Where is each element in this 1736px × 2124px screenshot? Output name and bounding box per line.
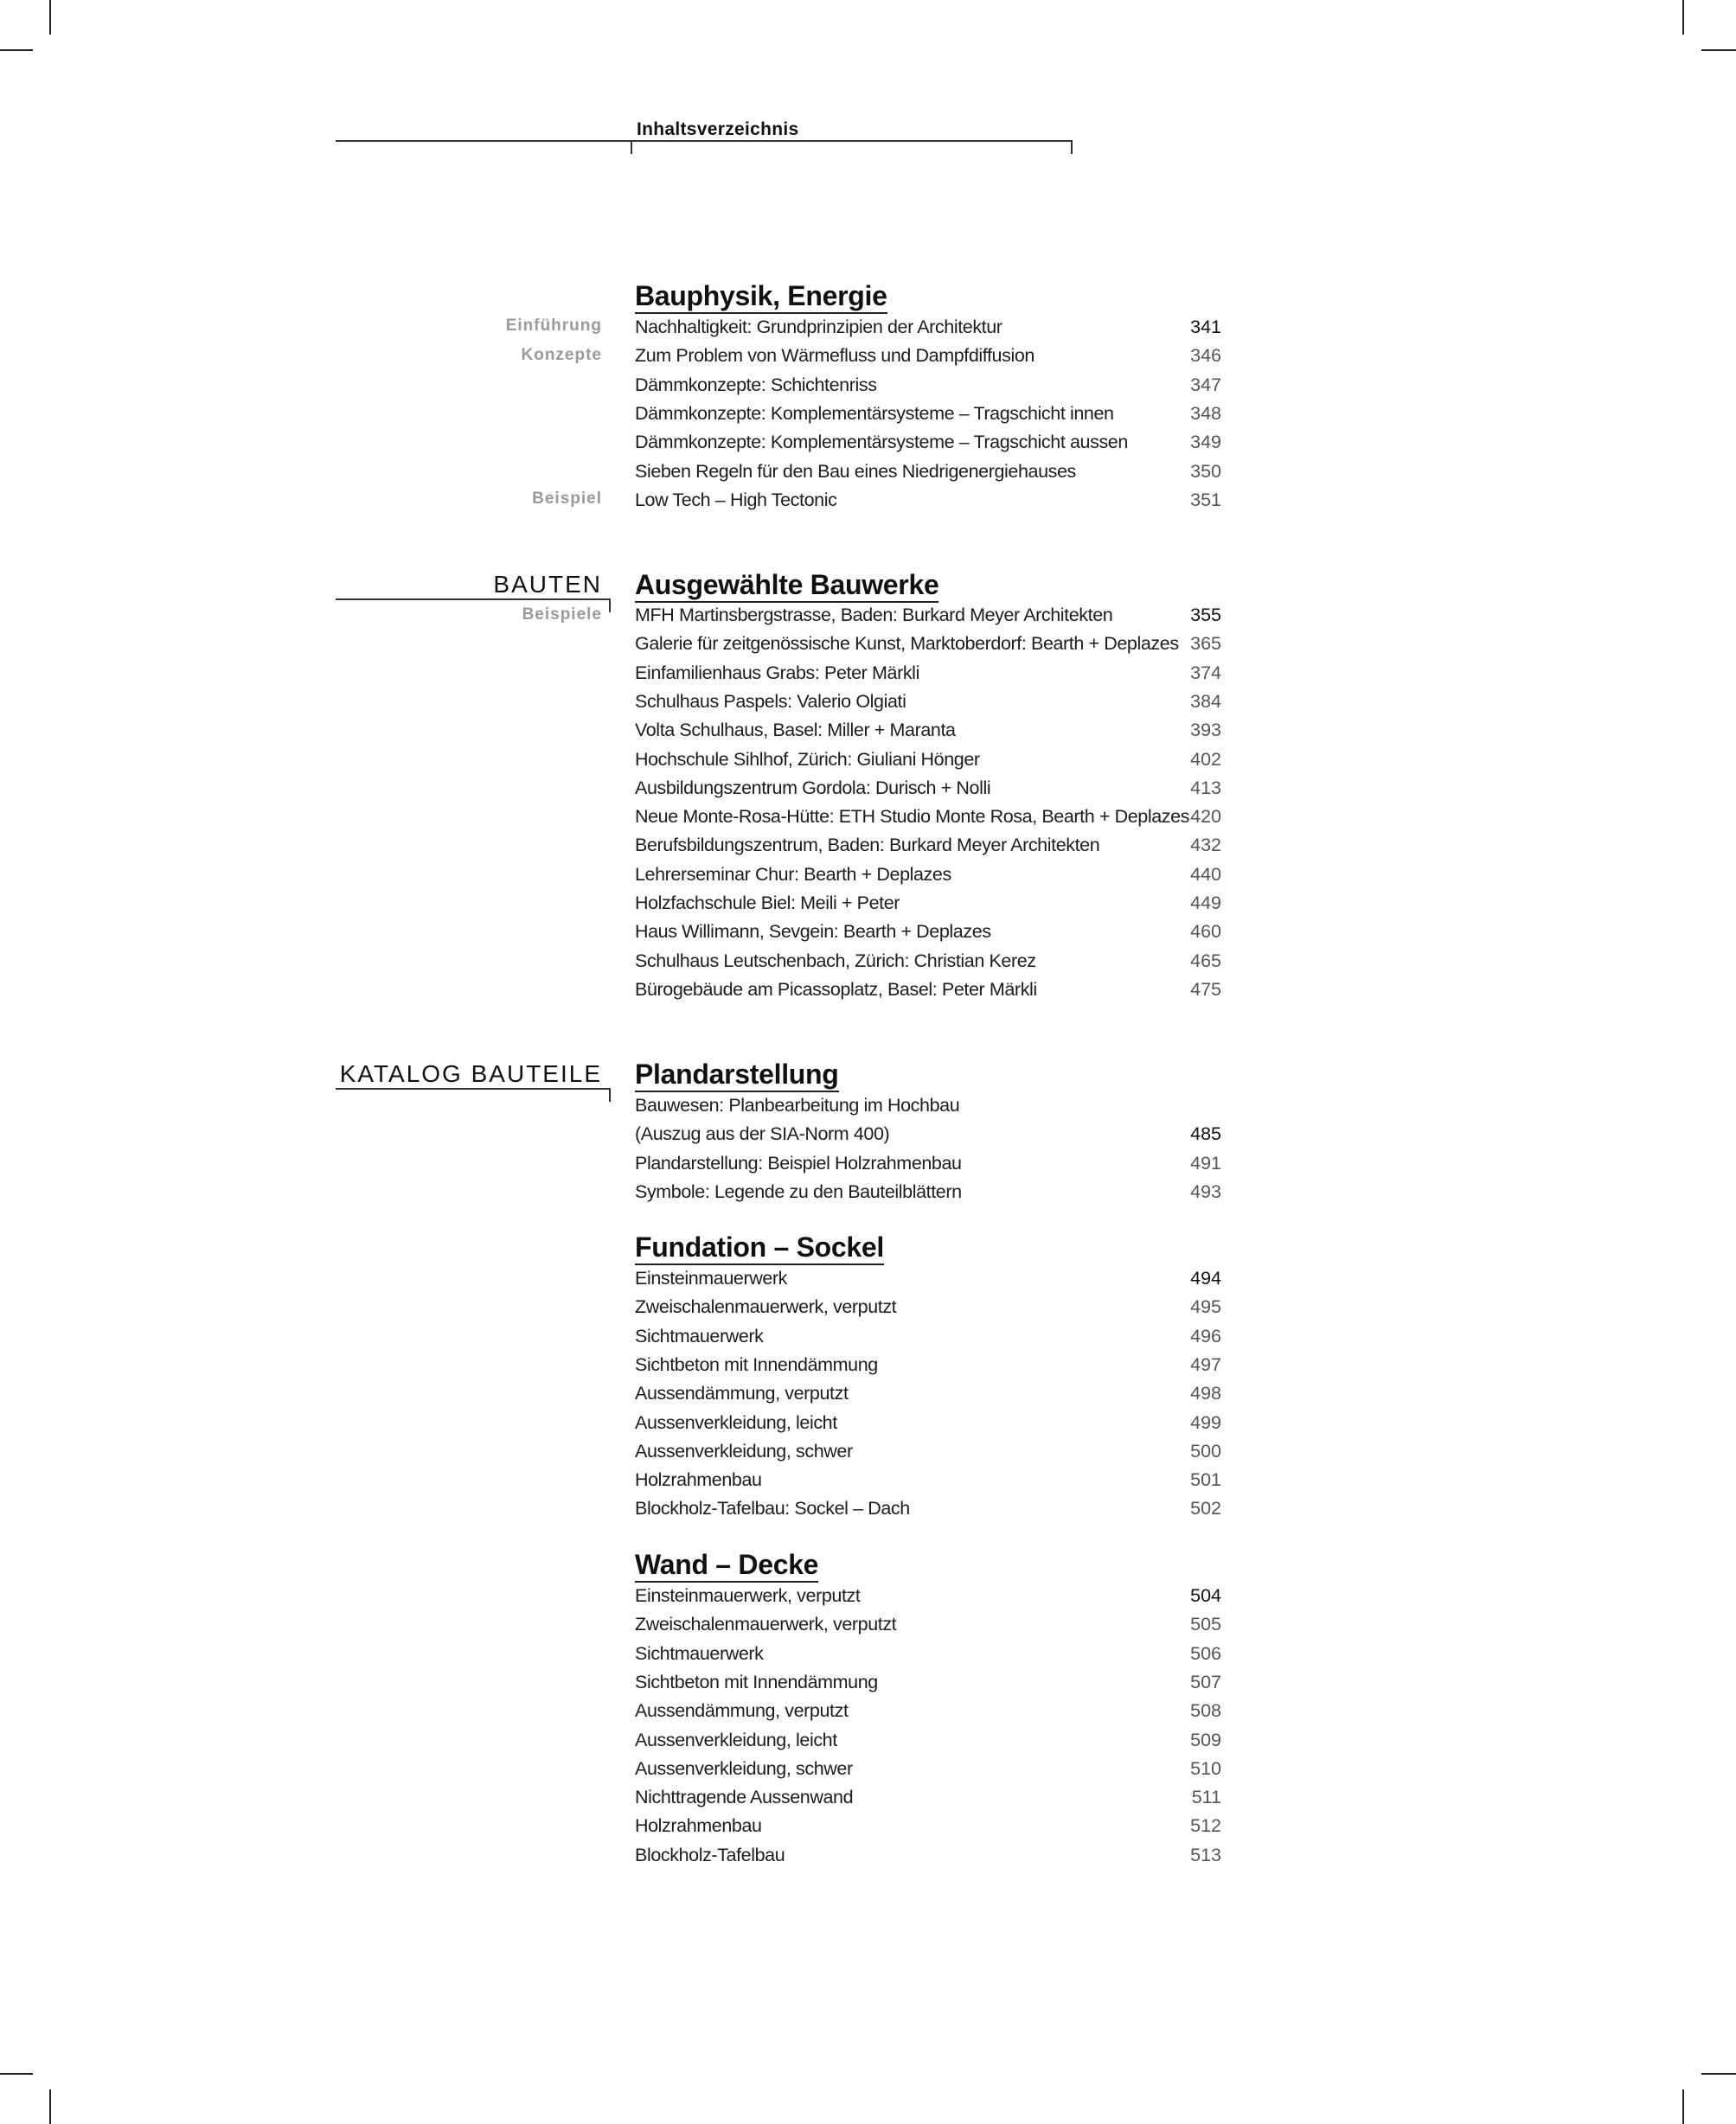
entry-title: Holzrahmenbau xyxy=(635,1469,762,1491)
entry-title: Volta Schulhaus, Basel: Miller + Maranta xyxy=(635,720,956,741)
entry-title: (Auszug aus der SIA-Norm 400) xyxy=(635,1123,890,1145)
crop-mark xyxy=(1701,2073,1736,2075)
entry-page-number: 346 xyxy=(1190,345,1221,367)
toc-entry[interactable] xyxy=(635,313,1221,342)
entry-page-number: 502 xyxy=(1190,1498,1221,1519)
entry-page-number: 501 xyxy=(1190,1469,1221,1491)
entry-page-number: 498 xyxy=(1190,1383,1221,1404)
toc-entry[interactable] xyxy=(635,1178,1221,1206)
entry-title: Einsteinmauerwerk, verputzt xyxy=(635,1585,861,1606)
entry-page-number: 495 xyxy=(1190,1296,1221,1318)
entry-page-number: 465 xyxy=(1190,950,1221,971)
crop-mark xyxy=(1682,0,1684,35)
crop-mark xyxy=(0,2073,33,2075)
entry-page-number: 491 xyxy=(1190,1152,1221,1174)
entry-page-number: 355 xyxy=(1190,605,1221,625)
entry-title: Dämmkonzepte: Schichtenriss xyxy=(635,374,877,395)
group-title: Plandarstellung xyxy=(635,1059,839,1092)
toc-entry[interactable] xyxy=(635,659,1221,688)
toc-entry[interactable] xyxy=(635,1466,1221,1494)
entry-page-number: 347 xyxy=(1190,374,1221,395)
entry-page-number: 393 xyxy=(1190,720,1221,741)
header-rule xyxy=(336,140,1073,142)
toc-entry[interactable] xyxy=(635,1494,1221,1523)
entry-title: Einfamilienhaus Grabs: Peter Märkli xyxy=(635,662,919,683)
toc-entry[interactable] xyxy=(635,1640,1221,1668)
group-title: Ausgewählte Bauwerke xyxy=(635,569,938,603)
toc-entry[interactable] xyxy=(635,774,1221,803)
entry-page-number: 500 xyxy=(1190,1440,1221,1462)
crop-mark xyxy=(49,0,51,35)
section-rule xyxy=(336,598,611,600)
toc-entry[interactable] xyxy=(635,371,1221,400)
toc-entry[interactable] xyxy=(635,1755,1221,1783)
side-label-beispiele: Beispiele xyxy=(522,605,602,624)
entry-title: Schulhaus Leutschenbach, Zürich: Christian Kerez xyxy=(635,950,1036,971)
entry-title: Nichttragende Aussenwand xyxy=(635,1787,854,1808)
group-title: Fundation – Sockel xyxy=(635,1232,884,1265)
toc-entry[interactable] xyxy=(635,1697,1221,1725)
entry-title: Sichtbeton mit Innendämmung xyxy=(635,1353,878,1375)
side-label-beispiel: Beispiel xyxy=(532,489,602,508)
toc-entry[interactable] xyxy=(635,831,1221,860)
entry-page-number: 485 xyxy=(1190,1123,1221,1145)
toc-entry[interactable] xyxy=(635,1409,1221,1437)
entry-title: Berufsbildungszentrum, Baden: Burkard Meyer Architekten xyxy=(635,835,1100,856)
entry-title: Low Tech – High Tectonic xyxy=(635,489,837,510)
entry-title: Neue Monte-Rosa-Hütte: ETH Studio Monte Rosa, Bearth + Deplazes xyxy=(635,806,1190,828)
toc-entry[interactable] xyxy=(635,1841,1221,1870)
running-head: Inhaltsverzeichnis xyxy=(637,119,799,139)
section-rule-tick xyxy=(609,1088,611,1102)
entry-title: Blockholz-Tafelbau xyxy=(635,1844,785,1865)
entry-page-number: 475 xyxy=(1190,978,1221,1000)
entry-page-number: 510 xyxy=(1190,1757,1221,1779)
entry-title: Haus Willimann, Sevgein: Bearth + Deplazes xyxy=(635,921,991,943)
toc-entry[interactable] xyxy=(635,630,1221,658)
toc-entry[interactable] xyxy=(635,486,1221,515)
header-rule-tick xyxy=(1071,140,1073,154)
toc-entry[interactable] xyxy=(635,457,1221,486)
entry-title: Nachhaltigkeit: Grundprinzipien der Architektur xyxy=(635,317,1003,337)
entry-title: Galerie für zeitgenössische Kunst, Marktoberdorf: Bearth + Deplazes xyxy=(635,633,1179,655)
entry-page-number: 513 xyxy=(1190,1844,1221,1865)
entry-page-number: 350 xyxy=(1190,460,1221,482)
toc-entry[interactable] xyxy=(635,976,1221,1004)
toc-entry[interactable] xyxy=(635,716,1221,745)
entry-page-number: 384 xyxy=(1190,690,1221,712)
entry-title: Blockholz-Tafelbau: Sockel – Dach xyxy=(635,1498,910,1519)
entry-title: Schulhaus Paspels: Valerio Olgiati xyxy=(635,690,906,712)
entry-page-number: 509 xyxy=(1190,1729,1221,1750)
entry-page-number: 432 xyxy=(1190,835,1221,856)
entry-page-number: 413 xyxy=(1190,777,1221,798)
crop-mark xyxy=(49,2089,51,2124)
entry-page-number: 511 xyxy=(1191,1787,1221,1808)
entry-title: Bürogebäude am Picassoplatz, Basel: Peter Märkli xyxy=(635,978,1037,1000)
entry-title: MFH Martinsbergstrasse, Baden: Burkard Meyer Architekten xyxy=(635,605,1113,625)
entry-title: Aussenverkleidung, leicht xyxy=(635,1411,837,1433)
entry-title: Hochschule Sihlhof, Zürich: Giuliani Hönger xyxy=(635,748,980,770)
entry-title: Plandarstellung: Beispiel Holzrahmenbau xyxy=(635,1152,962,1174)
toc-entry[interactable] xyxy=(635,688,1221,716)
entry-page-number: 402 xyxy=(1190,748,1221,770)
entry-title: Aussendämmung, verputzt xyxy=(635,1383,849,1404)
toc-entry[interactable] xyxy=(635,1091,1221,1120)
toc-entry[interactable] xyxy=(635,745,1221,774)
entry-page-number: 497 xyxy=(1190,1353,1221,1375)
entry-title: Zweischalenmauerwerk, verputzt xyxy=(635,1296,897,1318)
entry-title: Sichtmauerwerk xyxy=(635,1325,764,1347)
entry-page-number: 512 xyxy=(1190,1815,1221,1837)
entry-title: Bauwesen: Planbearbeitung im Hochbau xyxy=(635,1095,960,1116)
entry-title: Zum Problem von Wärmefluss und Dampfdiffusion xyxy=(635,345,1035,367)
entry-page-number: 341 xyxy=(1190,317,1221,337)
toc-entry[interactable] xyxy=(635,400,1221,428)
entry-page-number: 460 xyxy=(1190,921,1221,943)
toc-entry[interactable] xyxy=(635,1812,1221,1840)
entry-page-number: 496 xyxy=(1190,1325,1221,1347)
entry-page-number: 499 xyxy=(1190,1411,1221,1433)
entry-page-number: 349 xyxy=(1190,432,1221,453)
section-label-katalog-bauteile: KATALOG BAUTEILE xyxy=(339,1060,602,1087)
toc-entry[interactable] xyxy=(635,1582,1221,1610)
entry-title: Aussenverkleidung, schwer xyxy=(635,1757,853,1779)
toc-entry[interactable] xyxy=(635,1322,1221,1351)
toc-entry[interactable] xyxy=(635,860,1221,889)
entry-title: Holzfachschule Biel: Meili + Peter xyxy=(635,892,900,913)
entry-title: Aussendämmung, verputzt xyxy=(635,1700,849,1722)
entry-title: Aussenverkleidung, leicht xyxy=(635,1729,837,1750)
entry-page-number: 365 xyxy=(1190,633,1221,655)
entry-page-number: 351 xyxy=(1190,489,1221,510)
entry-page-number: 506 xyxy=(1190,1642,1221,1664)
entry-page-number: 374 xyxy=(1190,662,1221,683)
toc-entry[interactable] xyxy=(635,1149,1221,1178)
toc-entry[interactable] xyxy=(635,1264,1221,1293)
entry-page-number: 348 xyxy=(1190,402,1221,424)
toc-entry[interactable] xyxy=(635,428,1221,457)
section-rule-tick xyxy=(609,598,611,612)
entry-title: Ausbildungszentrum Gordola: Durisch + Nolli xyxy=(635,777,991,798)
toc-entry[interactable] xyxy=(635,918,1221,946)
entry-title: Holzrahmenbau xyxy=(635,1815,762,1837)
crop-mark xyxy=(1682,2089,1684,2124)
toc-entry[interactable] xyxy=(635,1351,1221,1379)
entry-page-number: 508 xyxy=(1190,1700,1221,1722)
entry-page-number: 494 xyxy=(1190,1268,1221,1289)
toc-entry[interactable] xyxy=(635,947,1221,976)
toc-entry[interactable] xyxy=(635,1293,1221,1321)
section-rule xyxy=(336,1088,611,1090)
entry-title: Sichtmauerwerk xyxy=(635,1642,764,1664)
entry-page-number: 504 xyxy=(1190,1585,1221,1606)
crop-mark xyxy=(0,49,33,51)
toc-entry[interactable] xyxy=(635,1437,1221,1466)
toc-entry[interactable] xyxy=(635,803,1221,831)
entry-page-number: 493 xyxy=(1190,1180,1221,1202)
side-label-konzepte: Konzepte xyxy=(521,346,602,364)
group-title: Wand – Decke xyxy=(635,1549,818,1583)
toc-entry[interactable] xyxy=(635,1726,1221,1755)
toc-entry[interactable] xyxy=(635,1610,1221,1639)
toc-entry[interactable] xyxy=(635,1120,1221,1148)
entry-page-number: 505 xyxy=(1190,1614,1221,1635)
entry-title: Sieben Regeln für den Bau eines Niedrigenergiehauses xyxy=(635,460,1076,482)
entry-page-number: 420 xyxy=(1190,806,1221,828)
entry-page-number: 449 xyxy=(1190,892,1221,913)
entry-page-number: 507 xyxy=(1190,1671,1221,1692)
entry-title: Aussenverkleidung, schwer xyxy=(635,1440,853,1462)
entry-title: Lehrerseminar Chur: Bearth + Deplazes xyxy=(635,863,951,885)
section-label-bauten: BAUTEN xyxy=(493,571,602,598)
entry-title: Einsteinmauerwerk xyxy=(635,1268,788,1289)
entry-title: Dämmkonzepte: Komplementärsysteme – Tragschicht innen xyxy=(635,402,1114,424)
toc-entry[interactable] xyxy=(635,342,1221,370)
entry-title: Zweischalenmauerwerk, verputzt xyxy=(635,1614,897,1635)
entry-title: Dämmkonzepte: Komplementärsysteme – Tragschicht aussen xyxy=(635,432,1128,453)
toc-entry[interactable] xyxy=(635,1379,1221,1408)
toc-entry[interactable] xyxy=(635,889,1221,918)
entry-title: Sichtbeton mit Innendämmung xyxy=(635,1671,878,1692)
toc-entry[interactable] xyxy=(635,1783,1221,1812)
header-rule-tick xyxy=(631,140,632,154)
entry-title: Symbole: Legende zu den Bauteilblättern xyxy=(635,1180,962,1202)
entry-page-number: 440 xyxy=(1190,863,1221,885)
crop-mark xyxy=(1701,49,1736,51)
toc-entry[interactable] xyxy=(635,601,1221,630)
group-title: Bauphysik, Energie xyxy=(635,280,887,314)
toc-entry[interactable] xyxy=(635,1668,1221,1697)
side-label-einfuehrung: Einführung xyxy=(505,317,602,335)
